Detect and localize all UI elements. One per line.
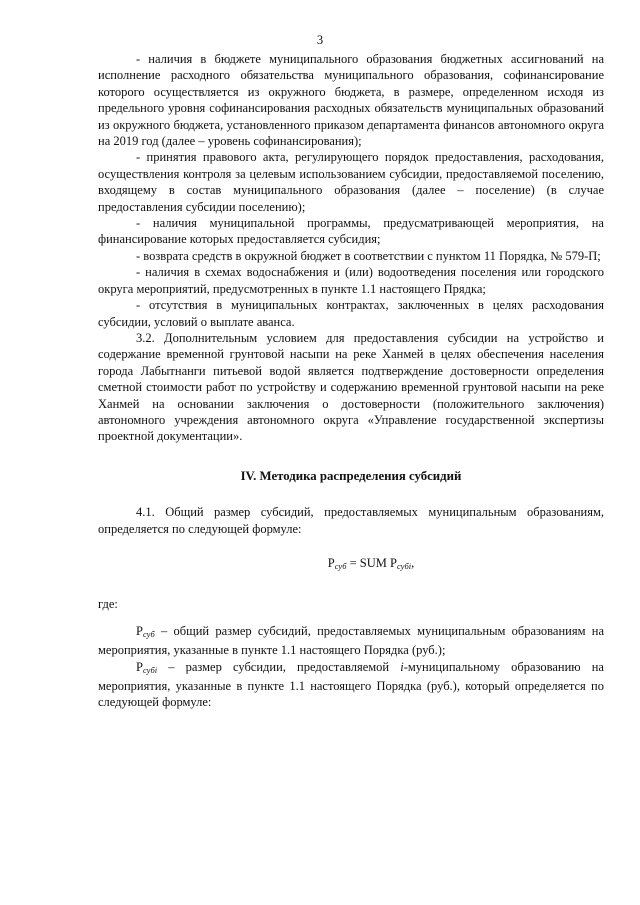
def2-symbol: P — [136, 659, 143, 674]
document-body — [98, 51, 604, 711]
formula-end: , — [411, 555, 415, 570]
paragraph-3-2: 3.2. Дополнительным условием для предоставления субсидии на устройство и содержание временной грунтовой насыпи на реке Ханмей в целях обеспечения населения города Лабытнанги питьевой водой является подтверждение достоверности определения сметной стоимости работ по устройству и содержанию временной грунтовой насыпи на реке Ханмей на основании заключения о достоверности (положительного заключения) автономного учреждения автономного округа «Управление государственной экспертизы проектной документации». — [98, 330, 604, 444]
condition-municipal-program: - наличия муниципальной программы, предусматривающей мероприятия, на финансирование которых предоставляется субсидия; — [98, 216, 604, 247]
def1-symbol: P — [136, 623, 143, 638]
def2-text-a: – размер субсидии, предоставляемой — [157, 659, 401, 674]
formula-lhs: P — [327, 555, 335, 570]
def1-text: – общий размер субсидий, предоставляемых муниципальным образованиям на мероприятия, указанные в пункте 1.1 настоящего Порядка (руб.); — [98, 623, 604, 658]
condition-refund: - возврата средств в окружной бюджет в соответствии с пунктом 11 Порядка, № 579-П; — [136, 248, 601, 263]
condition-no-advance: - отсутствия в муниципальных контрактах, заключенных в целях расходования субсидии, условий о выплате аванса. — [98, 298, 604, 329]
definition-per-municipality — [98, 659, 604, 711]
formula-lhs-subscript: суб — [334, 560, 347, 571]
condition-budget-allocation: - наличия в бюджете муниципального образования бюджетных ассигнований на исполнение расходного обязательства муниципального образования, софинансирование которого осуществляется из окружного бюджета, в размере, определенном исходя из предельного уровня софинансирования расходных обязательств муниципальных образований из окружного бюджета, установленного приказом департамента финансов автономного округа на 2019 год (далее – уровень софинансирования); — [98, 52, 604, 149]
condition-legal-act: - принятия правового акта, регулирующего порядок предоставления, расходования, осуществления контроля за целевым использованием субсидии, предоставляемой поселению, входящему в состав муниципального образования (далее – поселение) (в случае предоставления субсидии поселению); — [98, 150, 604, 214]
formula-eq: = SUM P — [346, 555, 397, 570]
section-heading: IV. Методика распределения субсидий — [240, 468, 462, 483]
def2-text-b: -муниципальному образованию на мероприятия, указанные в пункте 1.1 настоящего Порядка (руб.), который определяется по следующей формуле: — [98, 659, 604, 710]
formula — [138, 555, 604, 574]
condition-water-schemes: - наличия в схемах водоснабжения и (или) водоотведения поселения или городского округа мероприятий, предусмотренных в пункте 1.1 настоящего Прядка; — [98, 265, 604, 296]
definition-total — [98, 623, 604, 659]
page-number: 3 — [316, 33, 324, 47]
paragraph-4-1: 4.1. Общий размер субсидий, предоставляемых муниципальным образованиям, определяется по следующей формуле: — [98, 505, 604, 536]
def1-subscript: суб — [142, 628, 155, 639]
def2-subscript: субi — [142, 664, 158, 675]
def2-italic-i: i — [400, 659, 404, 674]
where-label: где: — [98, 597, 118, 612]
formula-rhs-subscript: субi — [396, 560, 412, 571]
